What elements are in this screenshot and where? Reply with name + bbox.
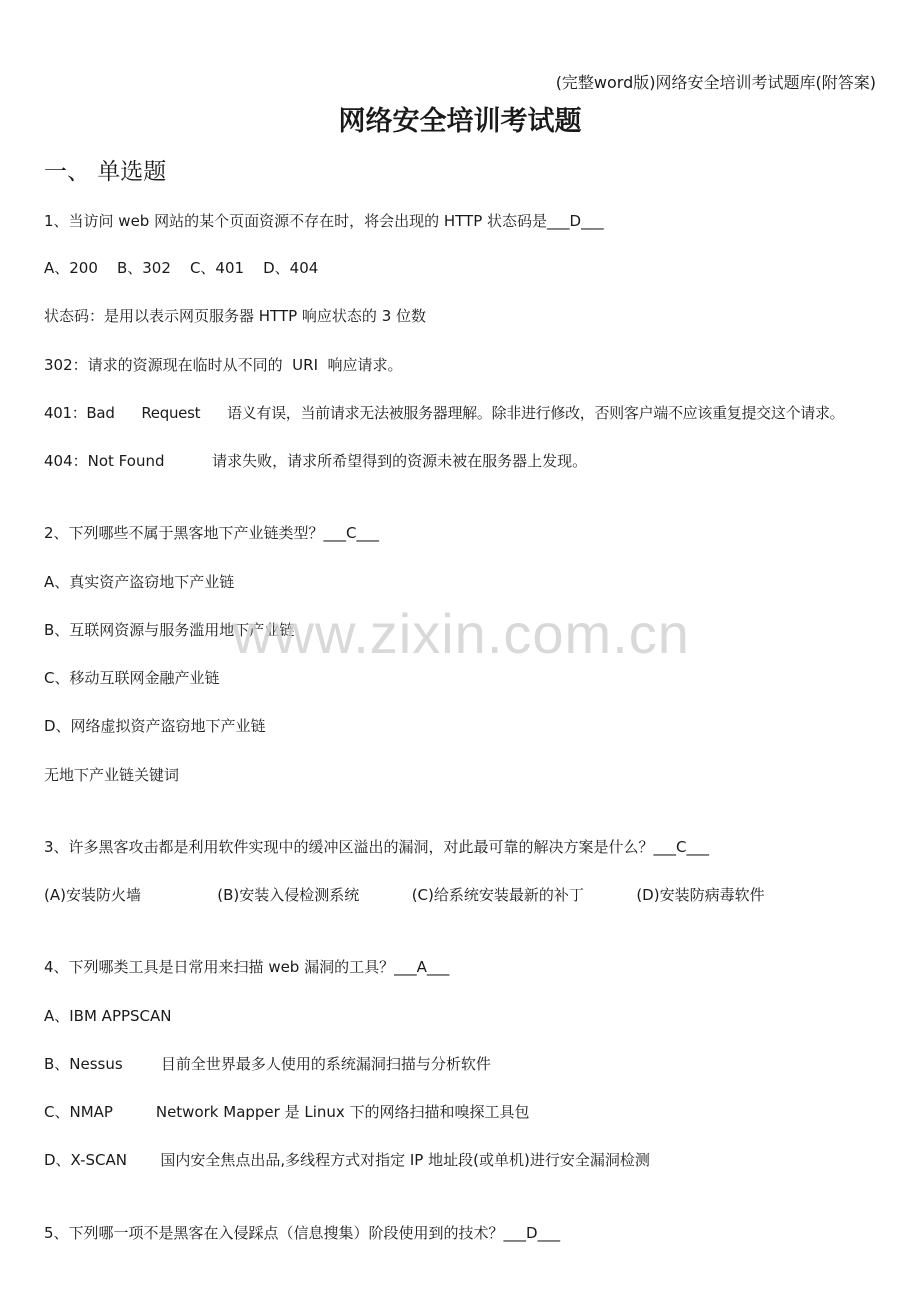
question-4-option-c: C、NMAP Network Mapper 是 Linux 下的网络扫描和嗅探工具包 (44, 1103, 530, 1121)
question-2-option-b: B、互联网资源与服务滥用地下产业链 (44, 621, 295, 639)
question-4-option-d: D、X-SCAN 国内安全焦点出品,多线程方式对指定 IP 地址段(或单机)进行安全漏洞检测 (44, 1151, 650, 1169)
question-2-note: 无地下产业链关键词 (44, 766, 180, 784)
question-5: 5、下列哪一项不是黑客在入侵踩点（信息搜集）阶段使用到的技术？___D___ (44, 1224, 561, 1242)
note-302: 302：请求的资源现在临时从不同的 URI 响应请求。 (44, 356, 403, 374)
page-title: 网络安全培训考试题 (338, 106, 582, 137)
document-filename: (完整word版)网络安全培训考试题库(附答案) (555, 73, 876, 92)
question-3-options: (A)安装防火墙 (B)安装入侵检测系统 (C)给系统安装最新的补丁 (D)安装防病毒软件 (44, 886, 765, 904)
note-401: 401：Bad Request 语义有误，当前请求无法被服务器理解。除非进行修改，否则客户端不应该重复提交这个请求。 (44, 404, 845, 422)
question-1-options: A、200 B、302 C、401 D、404 (44, 259, 319, 277)
question-4-option-a: A、IBM APPSCAN (44, 1007, 172, 1025)
section-heading: 一、 单选题 (44, 159, 167, 185)
question-4-option-b: B、Nessus 目前全世界最多人使用的系统漏洞扫描与分析软件 (44, 1055, 491, 1073)
watermark: www.zixin.com.cn (232, 602, 690, 665)
question-2-option-a: A、真实资产盗窃地下产业链 (44, 573, 235, 591)
question-2: 2、下列哪些不属于黑客地下产业链类型？___C___ (44, 524, 380, 542)
question-3: 3、许多黑客攻击都是利用软件实现中的缓冲区溢出的漏洞，对此最可靠的解决方案是什么？___C___ (44, 838, 710, 856)
question-2-option-d: D、网络虚拟资产盗窃地下产业链 (44, 717, 266, 735)
note-status-code: 状态码：是用以表示网页服务器 HTTP 响应状态的 3 位数 (44, 307, 427, 325)
question-2-option-c: C、移动互联网金融产业链 (44, 669, 220, 687)
question-4: 4、下列哪类工具是日常用来扫描 web 漏洞的工具？___A___ (44, 958, 450, 976)
question-1: 1、当访问 web 网站的某个页面资源不存在时，将会出现的 HTTP 状态码是___D___ (44, 212, 604, 230)
note-404: 404：Not Found 请求失败，请求所希望得到的资源未被在服务器上发现。 (44, 452, 588, 470)
